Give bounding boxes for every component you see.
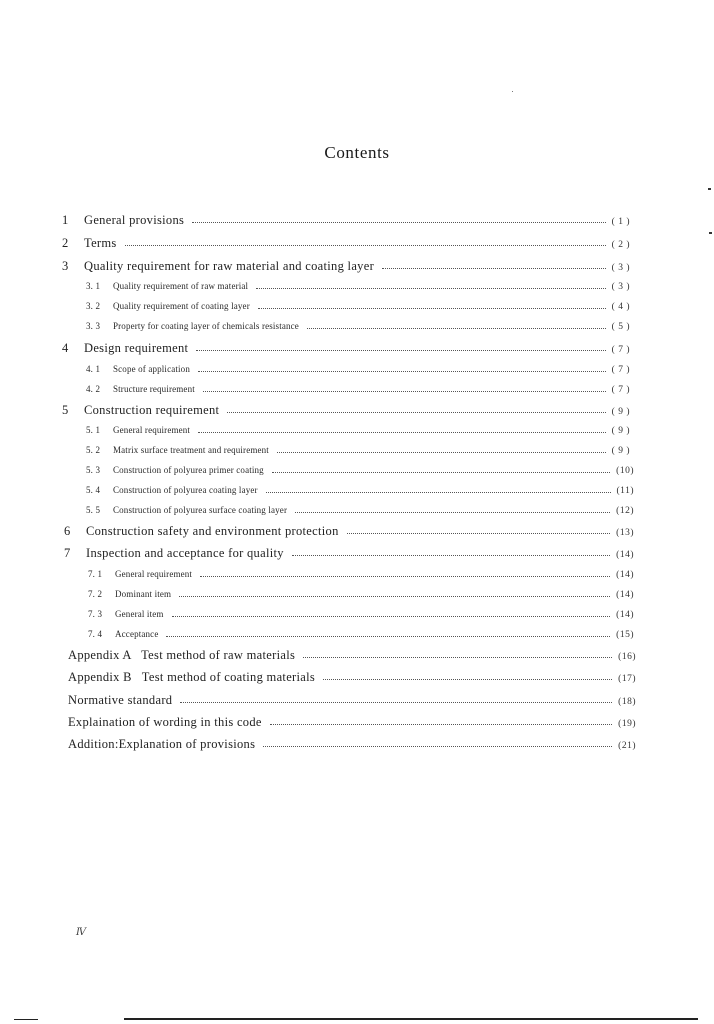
leader-dots	[179, 596, 610, 597]
toc-title: Matrix surface treatment and requirement	[113, 445, 269, 455]
toc-subentry[interactable]	[88, 609, 634, 620]
toc-entry[interactable]	[68, 648, 636, 663]
toc-page: ( 5 )	[611, 322, 630, 332]
toc-entry[interactable]	[68, 737, 636, 752]
toc-number: 7. 2	[88, 589, 103, 599]
leader-dots	[125, 245, 606, 246]
toc-number: 7. 3	[88, 609, 103, 619]
toc-number: 4. 1	[86, 364, 101, 374]
toc-title: Construction requirement	[84, 403, 220, 417]
page-number: Ⅳ	[76, 927, 86, 938]
page-title: Contents	[324, 143, 390, 162]
toc-entry[interactable]	[68, 670, 636, 685]
toc-page: ( 3 )	[611, 263, 630, 273]
toc-page: (19)	[618, 719, 636, 729]
leader-dots	[192, 222, 606, 223]
toc-number: 5. 2	[86, 445, 101, 455]
toc-subentry[interactable]	[88, 569, 634, 580]
toc-number: 5. 1	[86, 425, 101, 435]
toc-title: Construction of polyurea primer coating	[113, 465, 264, 475]
toc-title: Quality requirement for raw material and coating layer	[84, 259, 375, 273]
toc-page: (14)	[616, 610, 634, 620]
toc-title: General item	[115, 609, 164, 619]
toc-page: ( 9 )	[611, 407, 630, 417]
leader-dots	[256, 288, 605, 289]
toc-page: ( 3 )	[611, 282, 630, 292]
toc-title: Inspection and acceptance for quality	[86, 546, 284, 560]
toc-page: (11)	[616, 486, 634, 496]
toc-number: 5. 5	[86, 505, 101, 515]
scan-speck	[708, 188, 711, 190]
toc-title: Appendix A Test method of raw materials	[68, 648, 296, 662]
leader-dots	[227, 412, 605, 413]
toc-number: 7	[64, 546, 71, 560]
toc-title: Dominant item	[115, 589, 172, 599]
toc-page: ( 7 )	[611, 365, 630, 375]
toc-page: (10)	[616, 466, 634, 476]
leader-dots	[307, 328, 606, 329]
toc-page: ( 7 )	[611, 345, 630, 355]
toc-subentry[interactable]	[86, 505, 634, 516]
leader-dots	[382, 268, 606, 269]
toc-subentry[interactable]	[86, 465, 634, 476]
toc-page: (14)	[616, 590, 634, 600]
toc-subentry[interactable]	[86, 301, 630, 312]
toc-page: (18)	[618, 697, 636, 707]
toc-title: Explaination of wording in this code	[68, 715, 262, 729]
leader-dots	[258, 308, 606, 309]
toc-page: (12)	[616, 506, 634, 516]
toc-page: (17)	[618, 674, 636, 684]
toc-subentry[interactable]	[86, 445, 630, 456]
toc-entry[interactable]	[62, 236, 630, 251]
toc-title: Terms	[84, 236, 117, 250]
toc-subentry[interactable]	[86, 425, 630, 436]
toc-subentry[interactable]	[86, 321, 630, 332]
leader-dots	[347, 533, 611, 534]
leader-dots	[272, 472, 610, 473]
toc-number: 3. 1	[86, 281, 101, 291]
toc-entry[interactable]	[68, 693, 636, 708]
leader-dots	[203, 391, 606, 392]
toc-number: 5	[62, 403, 69, 417]
toc-number: 6	[64, 524, 71, 538]
bottom-rule	[124, 1018, 698, 1020]
toc-number: 1	[62, 213, 69, 227]
toc-number: 5. 4	[86, 485, 101, 495]
scan-speck	[512, 91, 513, 92]
toc-number: 3	[62, 259, 69, 273]
toc-title: Acceptance	[115, 629, 159, 639]
toc-page: (14)	[616, 570, 634, 580]
leader-dots	[303, 657, 612, 658]
leader-dots	[200, 576, 610, 577]
leader-dots	[295, 512, 610, 513]
toc-subentry[interactable]	[86, 281, 630, 292]
toc-title: General requirement	[113, 425, 191, 435]
leader-dots	[277, 452, 606, 453]
toc-entry[interactable]	[68, 715, 636, 730]
leader-dots	[263, 746, 612, 747]
leader-dots	[166, 636, 610, 637]
toc-entry[interactable]	[62, 403, 630, 418]
leader-dots	[180, 702, 612, 703]
toc-subentry[interactable]	[86, 485, 634, 496]
toc-number: 2	[62, 236, 69, 250]
toc-title: Normative standard	[68, 693, 173, 707]
toc-page: ( 9 )	[611, 446, 630, 456]
toc-title: General requirement	[115, 569, 193, 579]
toc-page: (15)	[616, 630, 634, 640]
toc-entry[interactable]	[62, 213, 630, 228]
toc-subentry[interactable]	[88, 629, 634, 640]
toc-number: 4	[62, 341, 69, 355]
toc-subentry[interactable]	[86, 384, 630, 395]
toc-page: ( 4 )	[611, 302, 630, 312]
toc-page: (13)	[616, 528, 634, 538]
toc-entry[interactable]	[64, 524, 634, 539]
toc-number: 7. 1	[88, 569, 103, 579]
toc-page: ( 7 )	[611, 385, 630, 395]
toc-entry[interactable]	[62, 259, 630, 274]
toc-title: Design requirement	[84, 341, 189, 355]
toc-number: 3. 3	[86, 321, 101, 331]
toc-title: Quality requirement of coating layer	[113, 301, 250, 311]
leader-dots	[198, 371, 606, 372]
bottom-rule-left	[14, 1019, 38, 1020]
toc-number: 3. 2	[86, 301, 101, 311]
toc-page: ( 1 )	[611, 217, 630, 227]
leader-dots	[198, 432, 606, 433]
toc-number: 7. 4	[88, 629, 103, 639]
scan-speck	[709, 232, 712, 234]
toc-page: (21)	[618, 741, 636, 751]
leader-dots	[292, 555, 610, 556]
toc-title: Appendix B Test method of coating materials	[68, 670, 316, 684]
leader-dots	[266, 492, 611, 493]
toc-title: Quality requirement of raw material	[113, 281, 249, 291]
leader-dots	[172, 616, 611, 617]
toc-title: General provisions	[84, 213, 185, 227]
toc-title: Structure requirement	[113, 384, 195, 394]
toc-number: 4. 2	[86, 384, 101, 394]
toc-title: Scope of application	[113, 364, 190, 374]
toc-page: ( 9 )	[611, 426, 630, 436]
toc-title: Property for coating layer of chemicals resistance	[113, 321, 299, 331]
toc-title: Construction of polyurea surface coating layer	[113, 505, 288, 515]
leader-dots	[323, 679, 612, 680]
toc-title: Construction of polyurea coating layer	[113, 485, 258, 495]
toc-subentry[interactable]	[88, 589, 634, 600]
toc-page: (14)	[616, 550, 634, 560]
toc-page: (16)	[618, 652, 636, 662]
toc-entry[interactable]	[62, 341, 630, 356]
toc-title: Addition:Explanation of provisions	[68, 737, 256, 751]
toc-page: ( 2 )	[611, 240, 630, 250]
toc-title: Construction safety and environment protection	[86, 524, 339, 538]
leader-dots	[196, 350, 605, 351]
toc-subentry[interactable]	[86, 364, 630, 375]
toc-entry[interactable]	[64, 546, 634, 561]
toc-number: 5. 3	[86, 465, 101, 475]
leader-dots	[270, 724, 612, 725]
